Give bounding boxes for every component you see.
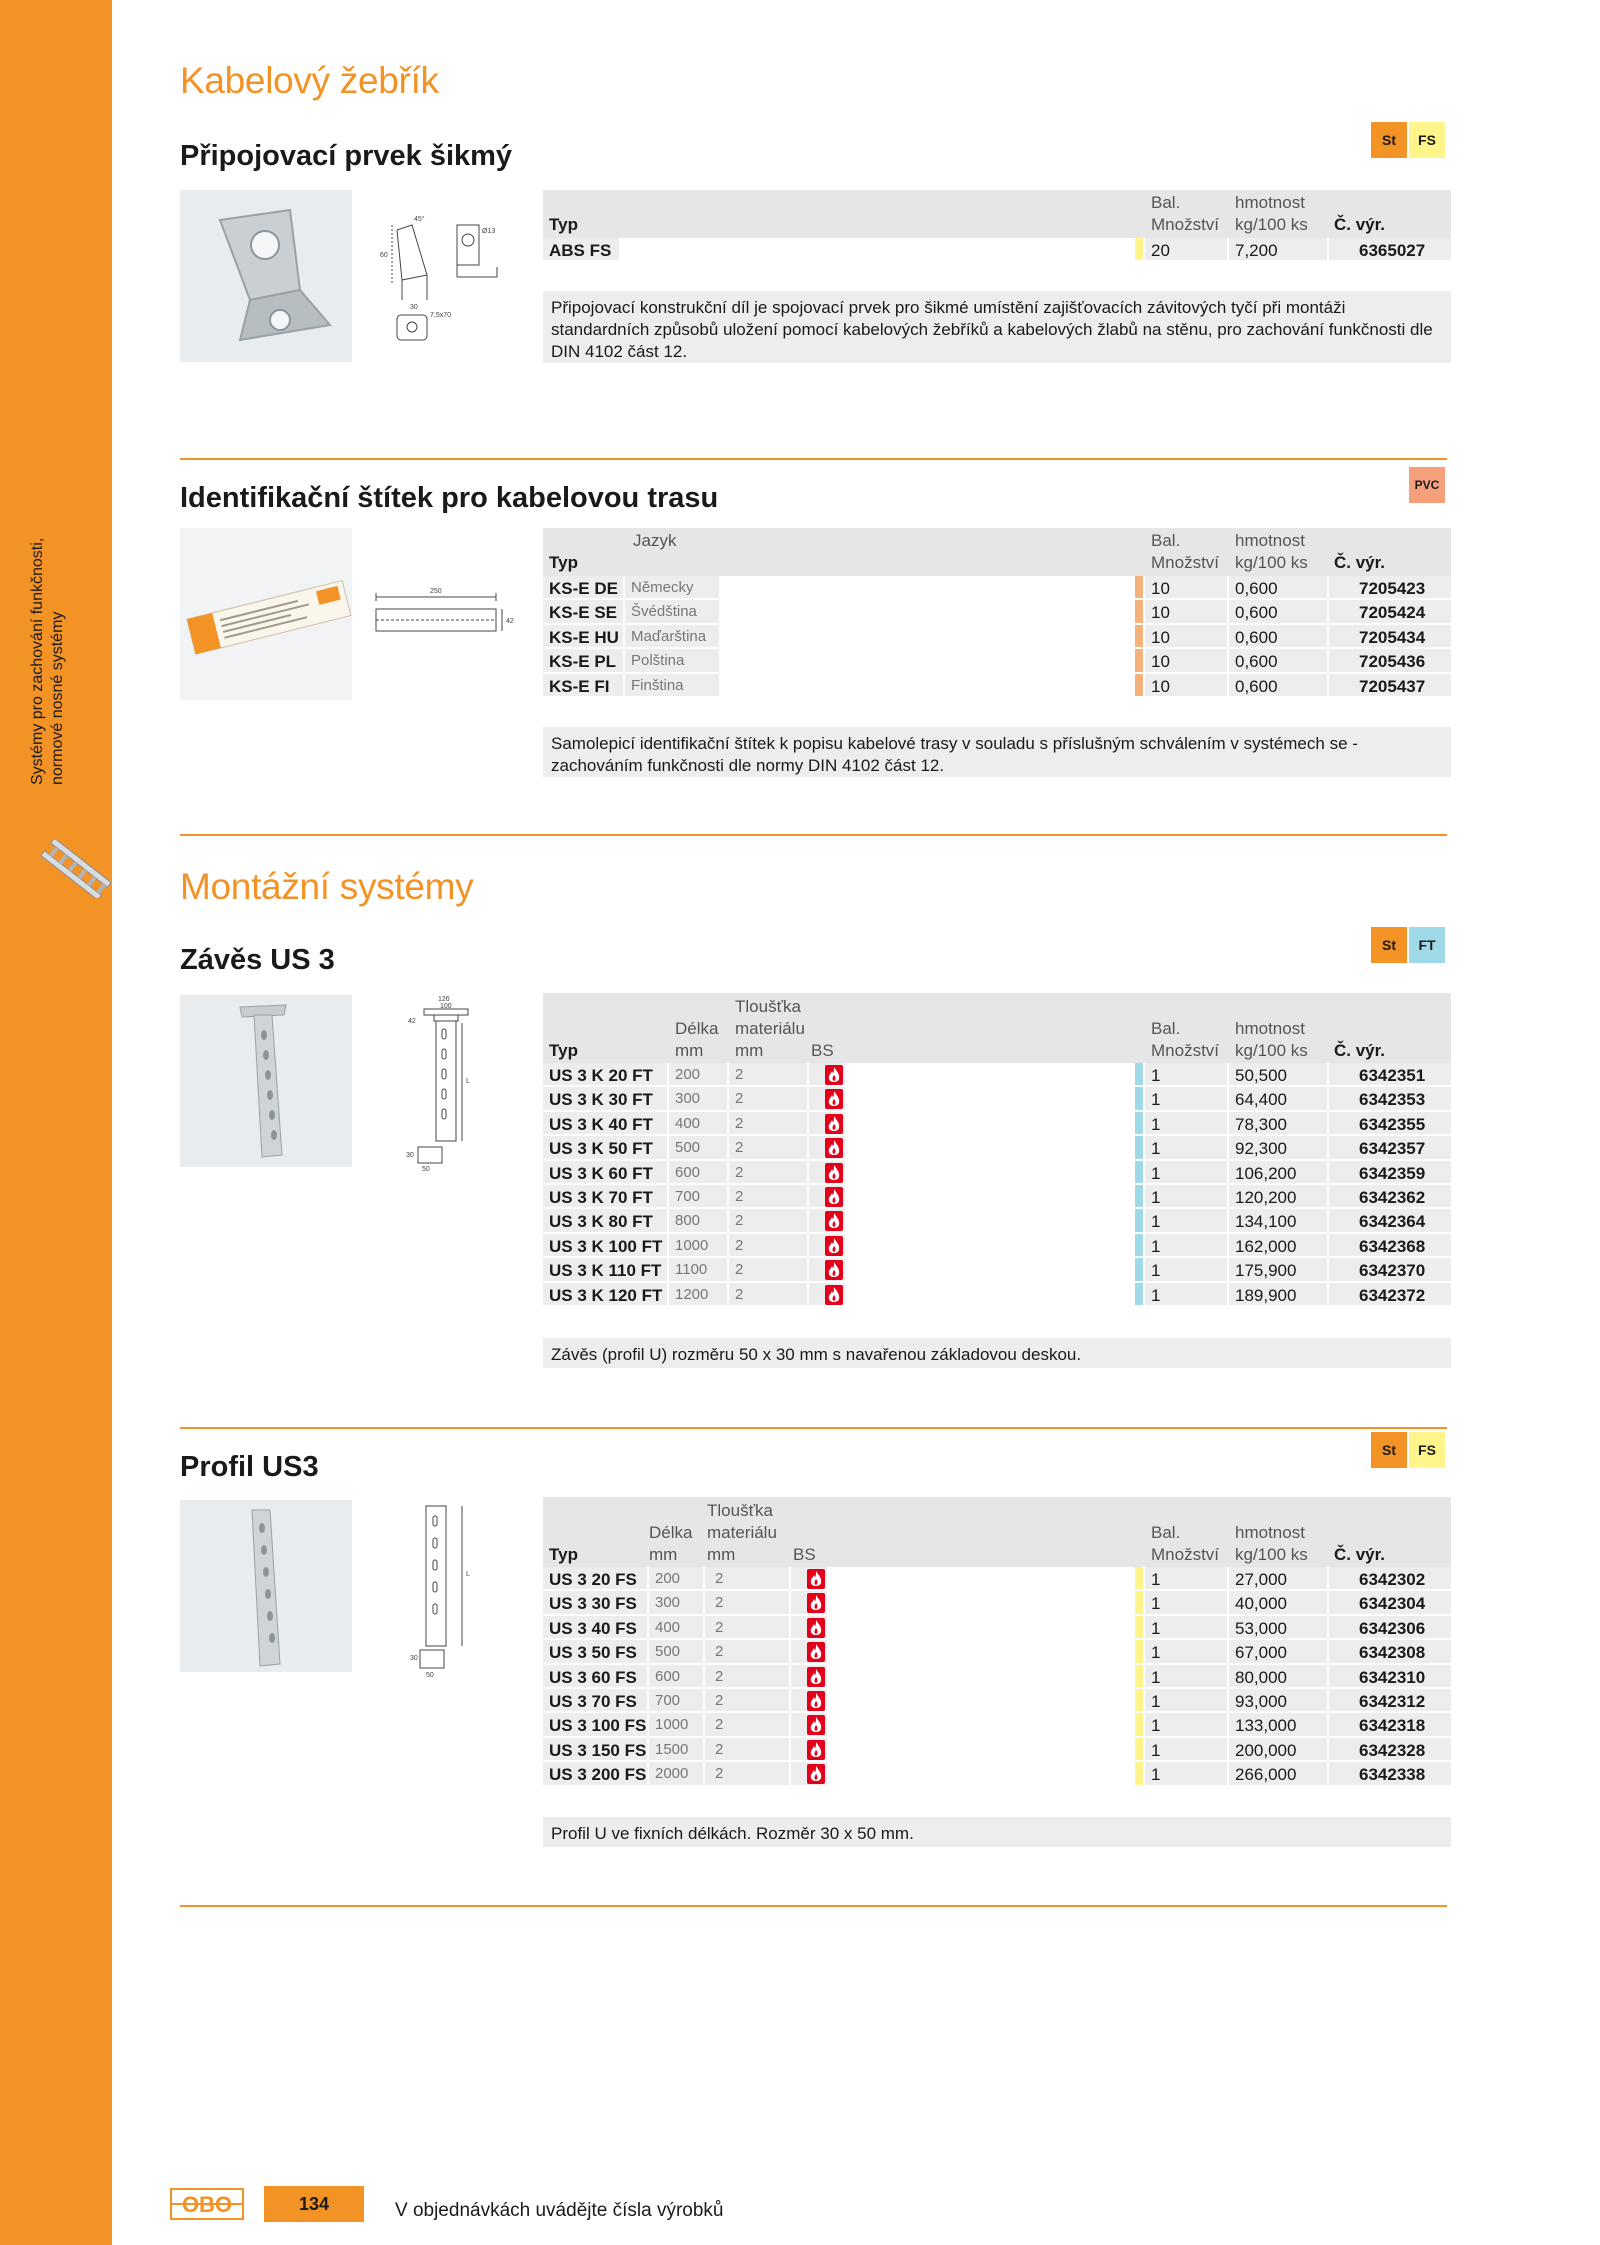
- cell-lang: Finština: [631, 676, 684, 694]
- cell-thickness: 2: [715, 1765, 724, 1783]
- fire-resistance-icon: [825, 1260, 843, 1280]
- cell-weight: 40,000: [1235, 1594, 1287, 1614]
- description-us3k: Závěs (profil U) rozměru 50 x 30 mm s navařenou základovou deskou.: [543, 1338, 1451, 1368]
- fire-resistance-icon: [825, 1138, 843, 1158]
- cell-length: 200: [655, 1570, 681, 1587]
- footer-note: V objednávkách uvádějte čísla výrobků: [395, 2200, 724, 2221]
- hdr-weight-unit: kg/100 ks: [1235, 553, 1308, 572]
- hdr-weight: hmotnost: [1235, 1019, 1305, 1038]
- hdr-length: Délka: [675, 1019, 719, 1038]
- cell-length: 1000: [655, 1716, 689, 1734]
- cell-thickness: 2: [715, 1716, 724, 1734]
- product-photo-abs: [180, 190, 352, 362]
- cell-length: 500: [675, 1139, 701, 1157]
- cell-type: US 3 30 FS: [549, 1594, 637, 1614]
- cell-length: 700: [655, 1691, 681, 1709]
- cell-weight: 266,000: [1235, 1765, 1297, 1785]
- table-header: [543, 528, 1451, 576]
- hdr-type: Typ: [549, 1545, 578, 1564]
- badge-st: St: [1371, 927, 1407, 963]
- cell-article: 6342368: [1359, 1236, 1426, 1256]
- cell-article: 6342338: [1359, 1765, 1426, 1785]
- divider: [180, 1427, 1447, 1429]
- cell-qty: 1: [1151, 1691, 1161, 1711]
- product-photo-us3: [180, 1500, 352, 1672]
- description-abs: Připojovací konstrukční díl je spojovací prvek pro šikmé umístění zajišťovacích závitových tyčí při montáži standardních způsobů uložení pomocí kabelových žebříků a kabelových žlabů na stěnu, pro zachování funkčnosti dle DIN 4102 část 12.: [543, 291, 1451, 363]
- hdr-mm: mm: [649, 1545, 678, 1564]
- cell-weight: 0,600: [1235, 652, 1278, 672]
- table-row: [543, 649, 1451, 673]
- cell-qty: 10: [1151, 652, 1170, 672]
- hdr-article: Č. výr.: [1334, 1545, 1386, 1564]
- table-row: [543, 1161, 1451, 1185]
- cell-weight: 80,000: [1235, 1667, 1287, 1687]
- material-badges: [1371, 1432, 1445, 1468]
- hdr-bs: BS: [811, 1041, 834, 1060]
- hdr-material: materiálu: [707, 1523, 777, 1542]
- dim-profile-h: 30: [406, 1152, 414, 1159]
- material-badges: [1371, 122, 1445, 158]
- table-row: [543, 238, 1451, 262]
- cell-thickness: 2: [735, 1236, 744, 1254]
- dim-angle: 45°: [414, 216, 425, 223]
- dim-width: 30: [410, 304, 418, 311]
- cell-weight: 120,200: [1235, 1187, 1297, 1207]
- cell-length: 700: [675, 1187, 701, 1205]
- cell-weight: 200,000: [1235, 1740, 1297, 1760]
- cell-qty: 1: [1151, 1594, 1161, 1614]
- table-row: [543, 1689, 1451, 1713]
- cell-qty: 1: [1151, 1570, 1161, 1589]
- cell-weight: 7,200: [1235, 241, 1278, 260]
- cell-article: 6342328: [1359, 1740, 1426, 1760]
- cell-article: 6342362: [1359, 1187, 1426, 1207]
- section-title-mounting: Montážní systémy: [180, 866, 474, 907]
- table-row: [543, 1185, 1451, 1209]
- material-badges: [1371, 927, 1445, 963]
- cell-thickness: 2: [715, 1667, 724, 1685]
- cell-thickness: 2: [735, 1114, 744, 1132]
- cell-type: US 3 100 FS: [549, 1716, 647, 1736]
- bracket-photo: [180, 190, 352, 362]
- product-photo-label: [180, 528, 352, 700]
- sidebar-caption-line2: normové nosné systémy: [49, 611, 66, 785]
- cell-thickness: 2: [735, 1163, 744, 1181]
- dim-length: 250: [430, 588, 442, 595]
- hdr-material: materiálu: [735, 1019, 805, 1038]
- fire-resistance-icon: [807, 1569, 825, 1589]
- cell-length: 300: [675, 1090, 701, 1108]
- cell-type: US 3 70 FS: [549, 1691, 637, 1711]
- divider: [180, 458, 1447, 460]
- cell-length: 1200: [675, 1285, 709, 1303]
- hdr-mm: mm: [675, 1041, 704, 1060]
- cell-qty: 1: [1151, 1212, 1161, 1232]
- cell-weight: 106,200: [1235, 1163, 1297, 1183]
- fire-resistance-icon: [825, 1236, 843, 1256]
- cell-length: 200: [675, 1066, 701, 1083]
- hdr-type: Typ: [549, 215, 578, 234]
- badge-fs: FS: [1409, 122, 1445, 158]
- cell-thickness: 2: [715, 1643, 724, 1661]
- product-title-abs: Připojovací prvek šikmý: [180, 140, 513, 172]
- hdr-bal: Bal.: [1151, 193, 1181, 212]
- cell-qty: 10: [1151, 603, 1170, 623]
- cell-qty: 1: [1151, 1163, 1161, 1183]
- cell-type: KS-E FI: [549, 676, 610, 696]
- table-row: [543, 1640, 1451, 1664]
- cell-article: 6342302: [1359, 1570, 1426, 1589]
- hdr-type: Typ: [549, 553, 578, 572]
- table-row: [543, 1713, 1451, 1737]
- fire-resistance-icon: [825, 1089, 843, 1109]
- cell-length: 600: [675, 1163, 701, 1181]
- cell-weight: 189,900: [1235, 1285, 1297, 1305]
- sidebar-caption: [28, 538, 68, 785]
- cell-weight: 64,400: [1235, 1090, 1287, 1110]
- cable-ladder-icon: [36, 840, 116, 898]
- cell-type: US 3 K 100 FT: [549, 1236, 663, 1256]
- cell-article: 6365027: [1359, 241, 1426, 260]
- hdr-bs: BS: [793, 1545, 816, 1564]
- cell-qty: 1: [1151, 1643, 1161, 1663]
- cell-type: US 3 K 120 FT: [549, 1285, 663, 1305]
- product-title-label: Identifikační štítek pro kabelovou trasu: [180, 482, 719, 514]
- fire-resistance-icon: [807, 1593, 825, 1613]
- table-row: [543, 1112, 1451, 1136]
- badge-pvc: PVC: [1409, 467, 1445, 503]
- table-row: [543, 1738, 1451, 1762]
- dim-length: L: [466, 1571, 470, 1578]
- cell-weight: 0,600: [1235, 603, 1278, 623]
- cell-type: US 3 50 FS: [549, 1643, 637, 1663]
- table-row: [543, 1234, 1451, 1258]
- cell-article: 7205436: [1359, 652, 1426, 672]
- cell-weight: 93,000: [1235, 1691, 1287, 1711]
- obo-logo: [170, 2188, 244, 2220]
- fire-resistance-icon: [825, 1187, 843, 1207]
- dim-height: 60: [380, 252, 388, 259]
- cell-lang: Německy: [631, 579, 694, 596]
- cell-qty: 1: [1151, 1618, 1161, 1638]
- table-row: [543, 1063, 1451, 1087]
- dim-plate: 126: [438, 996, 450, 1003]
- fire-resistance-icon: [825, 1163, 843, 1183]
- fire-resistance-icon: [807, 1691, 825, 1711]
- cell-qty: 1: [1151, 1090, 1161, 1110]
- cell-article: 6342306: [1359, 1618, 1426, 1638]
- cell-weight: 0,600: [1235, 579, 1278, 598]
- cell-lang: Švédština: [631, 603, 697, 621]
- description-us3: Profil U ve fixních délkách. Rozměr 30 x 50 mm.: [543, 1817, 1451, 1847]
- cell-article: 6342359: [1359, 1163, 1426, 1183]
- cell-length: 800: [675, 1212, 701, 1230]
- cell-length: 1100: [675, 1261, 708, 1279]
- hdr-thickness: Tloušťka: [735, 997, 801, 1016]
- cell-type: US 3 K 70 FT: [549, 1187, 653, 1207]
- table-row: [543, 1762, 1451, 1786]
- fire-resistance-icon: [807, 1618, 825, 1638]
- sidebar: [0, 0, 112, 2245]
- cell-type: US 3 60 FS: [549, 1667, 637, 1687]
- cell-type: US 3 K 60 FT: [549, 1163, 653, 1183]
- cell-thickness: 2: [715, 1594, 724, 1612]
- cell-length: 400: [655, 1618, 681, 1636]
- hdr-weight: hmotnost: [1235, 1523, 1305, 1542]
- table-label: [543, 528, 1451, 698]
- fire-resistance-icon: [825, 1065, 843, 1085]
- cell-thickness: 2: [735, 1261, 744, 1279]
- hdr-thickness: Tloušťka: [707, 1501, 773, 1520]
- cell-weight: 50,500: [1235, 1066, 1287, 1085]
- cell-weight: 0,600: [1235, 627, 1278, 647]
- cell-thickness: 2: [735, 1090, 744, 1108]
- product-photo-us3k: [180, 995, 352, 1167]
- cell-article: 6342304: [1359, 1594, 1426, 1614]
- cell-article: 6342372: [1359, 1285, 1426, 1305]
- hdr-qty: Množství: [1151, 215, 1220, 234]
- cell-qty: 1: [1151, 1114, 1161, 1134]
- cell-article: 6342312: [1359, 1691, 1426, 1711]
- cell-article: 6342308: [1359, 1643, 1426, 1663]
- cell-article: 6342353: [1359, 1090, 1426, 1110]
- cell-type: KS-E HU: [549, 627, 619, 647]
- table-row: [543, 600, 1451, 624]
- cell-length: 500: [655, 1643, 681, 1661]
- dim-slot: 7,5x70: [430, 312, 452, 319]
- cell-thickness: 2: [735, 1139, 744, 1157]
- cell-article: 7205437: [1359, 676, 1426, 696]
- cell-weight: 78,300: [1235, 1114, 1287, 1134]
- cell-length: 600: [655, 1667, 681, 1685]
- cell-qty: 1: [1151, 1236, 1161, 1256]
- cell-qty: 1: [1151, 1285, 1161, 1305]
- hdr-qty: Množství: [1151, 1545, 1220, 1564]
- cell-article: 6342364: [1359, 1212, 1426, 1232]
- cell-type: ABS FS: [549, 241, 612, 260]
- cell-length: 1500: [655, 1740, 689, 1758]
- table-row: [543, 1567, 1451, 1591]
- cell-article: 6342318: [1359, 1716, 1426, 1736]
- table-header: [543, 993, 1451, 1063]
- table-row: [543, 1616, 1451, 1640]
- cell-type: US 3 200 FS: [549, 1765, 647, 1785]
- cell-length: 1000: [675, 1236, 709, 1254]
- badge-ft: FT: [1409, 927, 1445, 963]
- cell-qty: 10: [1151, 627, 1170, 647]
- fire-resistance-icon: [825, 1114, 843, 1134]
- table-row: [543, 1258, 1451, 1282]
- cell-qty: 1: [1151, 1261, 1161, 1281]
- cell-length: 300: [655, 1594, 681, 1612]
- cell-weight: 175,900: [1235, 1261, 1297, 1281]
- cell-lang: Maďarština: [631, 627, 707, 645]
- fire-resistance-icon: [807, 1740, 825, 1760]
- table-row: [543, 1665, 1451, 1689]
- cell-type: US 3 40 FS: [549, 1618, 637, 1638]
- cell-thickness: 2: [735, 1285, 744, 1303]
- table-row: [543, 674, 1451, 698]
- hdr-weight-unit: kg/100 ks: [1235, 215, 1308, 234]
- dim-profile-w: 50: [426, 1672, 434, 1679]
- hdr-qty: Množství: [1151, 553, 1220, 572]
- table-us3: [543, 1497, 1451, 1787]
- cell-article: 7205423: [1359, 579, 1426, 598]
- hdr-lang: Jazyk: [633, 531, 677, 550]
- cell-weight: 0,600: [1235, 676, 1278, 696]
- fire-resistance-icon: [807, 1642, 825, 1662]
- fire-resistance-icon: [807, 1715, 825, 1735]
- cell-article: 7205424: [1359, 603, 1426, 623]
- cell-weight: 162,000: [1235, 1236, 1297, 1256]
- table-header: [543, 1497, 1451, 1567]
- cell-type: US 3 K 50 FT: [549, 1139, 653, 1159]
- cell-weight: 27,000: [1235, 1570, 1287, 1589]
- hdr-article: Č. výr.: [1334, 1041, 1386, 1060]
- hdr-weight-unit: kg/100 ks: [1235, 1041, 1308, 1060]
- table-abs: [543, 190, 1451, 262]
- dim-hole: Ø13: [482, 228, 496, 235]
- cell-qty: 1: [1151, 1667, 1161, 1687]
- table-row: [543, 576, 1451, 600]
- cell-qty: 10: [1151, 579, 1170, 598]
- divider: [180, 834, 1447, 836]
- cell-qty: 10: [1151, 676, 1170, 696]
- cell-article: 7205434: [1359, 627, 1426, 647]
- cell-qty: 1: [1151, 1066, 1161, 1085]
- cell-length: 400: [675, 1114, 701, 1132]
- divider: [180, 1905, 1447, 1907]
- table-row: [543, 1591, 1451, 1615]
- section-title-cable-ladder: Kabelový žebřík: [180, 60, 439, 101]
- dim-height: 42: [506, 618, 514, 625]
- cell-thickness: 2: [735, 1066, 744, 1083]
- cell-type: US 3 K 110 FT: [549, 1261, 662, 1281]
- product-title-us3: Profil US3: [180, 1451, 319, 1483]
- cell-weight: 53,000: [1235, 1618, 1287, 1638]
- hdr-type: Typ: [549, 1041, 578, 1060]
- hdr-article: Č. výr.: [1334, 553, 1386, 572]
- cell-type: KS-E SE: [549, 603, 618, 623]
- technical-drawing-label: [372, 585, 522, 645]
- product-title-us3k: Závěs US 3: [180, 944, 335, 976]
- cell-type: US 3 K 80 FT: [549, 1212, 653, 1232]
- cell-article: 6342355: [1359, 1114, 1426, 1134]
- cell-weight: 92,300: [1235, 1139, 1287, 1159]
- table-row: [543, 625, 1451, 649]
- cell-type: US 3 20 FS: [549, 1570, 637, 1589]
- cell-weight: 134,100: [1235, 1212, 1297, 1232]
- obo-logo-text: OBO: [181, 2192, 233, 2217]
- cell-type: US 3 150 FS: [549, 1740, 647, 1760]
- hdr-length: Délka: [649, 1523, 693, 1542]
- table-row: [543, 1136, 1451, 1160]
- table-row: [543, 1209, 1451, 1233]
- cell-type: US 3 K 20 FT: [549, 1066, 653, 1085]
- cell-type: KS-E DE: [549, 579, 618, 598]
- sidebar-caption-line1: Systémy pro zachování funkčnosti,: [29, 537, 46, 785]
- cell-qty: 1: [1151, 1740, 1161, 1760]
- fire-resistance-icon: [825, 1211, 843, 1231]
- dim-plate-inner: 100: [440, 1003, 452, 1010]
- cell-length: 2000: [655, 1765, 689, 1783]
- hdr-mm2: mm: [735, 1041, 764, 1060]
- cell-qty: 20: [1151, 241, 1170, 260]
- cell-qty: 1: [1151, 1187, 1161, 1207]
- table-row: [543, 1283, 1451, 1307]
- hdr-weight-unit: kg/100 ks: [1235, 1545, 1308, 1564]
- dim-plate-h: 42: [408, 1018, 416, 1025]
- cell-thickness: 2: [715, 1691, 724, 1709]
- dim-length: L: [466, 1078, 470, 1085]
- hdr-article: Č. výr.: [1334, 215, 1386, 234]
- hdr-bal: Bal.: [1151, 1019, 1181, 1038]
- hdr-mm2: mm: [707, 1545, 736, 1564]
- badge-st: St: [1371, 1432, 1407, 1468]
- table-row: [543, 1087, 1451, 1111]
- cell-lang: Polština: [631, 652, 685, 670]
- badge-fs: FS: [1409, 1432, 1445, 1468]
- hdr-weight: hmotnost: [1235, 193, 1305, 212]
- cell-type: US 3 K 40 FT: [549, 1114, 653, 1134]
- hdr-bal: Bal.: [1151, 1523, 1181, 1542]
- cell-article: 6342310: [1359, 1667, 1426, 1687]
- page-number: 134: [264, 2186, 364, 2222]
- cell-thickness: 2: [715, 1740, 724, 1758]
- table-header: [543, 190, 1451, 238]
- cell-qty: 1: [1151, 1716, 1161, 1736]
- cell-qty: 1: [1151, 1765, 1161, 1785]
- hdr-bal: Bal.: [1151, 531, 1181, 550]
- dim-profile-h: 30: [410, 1655, 418, 1662]
- fire-resistance-icon: [807, 1667, 825, 1687]
- cell-weight: 133,000: [1235, 1716, 1297, 1736]
- technical-drawing-us3: [400, 1500, 510, 1680]
- cell-type: KS-E PL: [549, 652, 617, 672]
- material-badges: [1409, 467, 1445, 503]
- table-us3k: [543, 993, 1451, 1307]
- description-label: Samolepicí identifikační štítek k popisu kabelové trasy v souladu s příslušným schválením v systémech se - zachováním funkčnosti dle normy DIN 4102 část 12.: [543, 727, 1451, 777]
- technical-drawing-us3k: [400, 993, 510, 1173]
- dim-profile-w: 50: [422, 1166, 430, 1173]
- cell-thickness: 2: [735, 1212, 744, 1230]
- cell-article: 6342351: [1359, 1066, 1426, 1085]
- cell-type: US 3 K 30 FT: [549, 1090, 653, 1110]
- hdr-weight: hmotnost: [1235, 531, 1305, 550]
- cell-qty: 1: [1151, 1139, 1161, 1159]
- cell-article: 6342357: [1359, 1139, 1426, 1159]
- fire-resistance-icon: [807, 1764, 825, 1784]
- cell-thickness: 2: [715, 1618, 724, 1636]
- hdr-qty: Množství: [1151, 1041, 1220, 1060]
- cell-article: 6342370: [1359, 1261, 1426, 1281]
- cell-weight: 67,000: [1235, 1643, 1287, 1663]
- cell-thickness: 2: [735, 1187, 744, 1205]
- technical-drawing-abs: [372, 205, 522, 345]
- badge-st: St: [1371, 122, 1407, 158]
- fire-resistance-icon: [825, 1285, 843, 1305]
- cell-thickness: 2: [715, 1570, 724, 1587]
